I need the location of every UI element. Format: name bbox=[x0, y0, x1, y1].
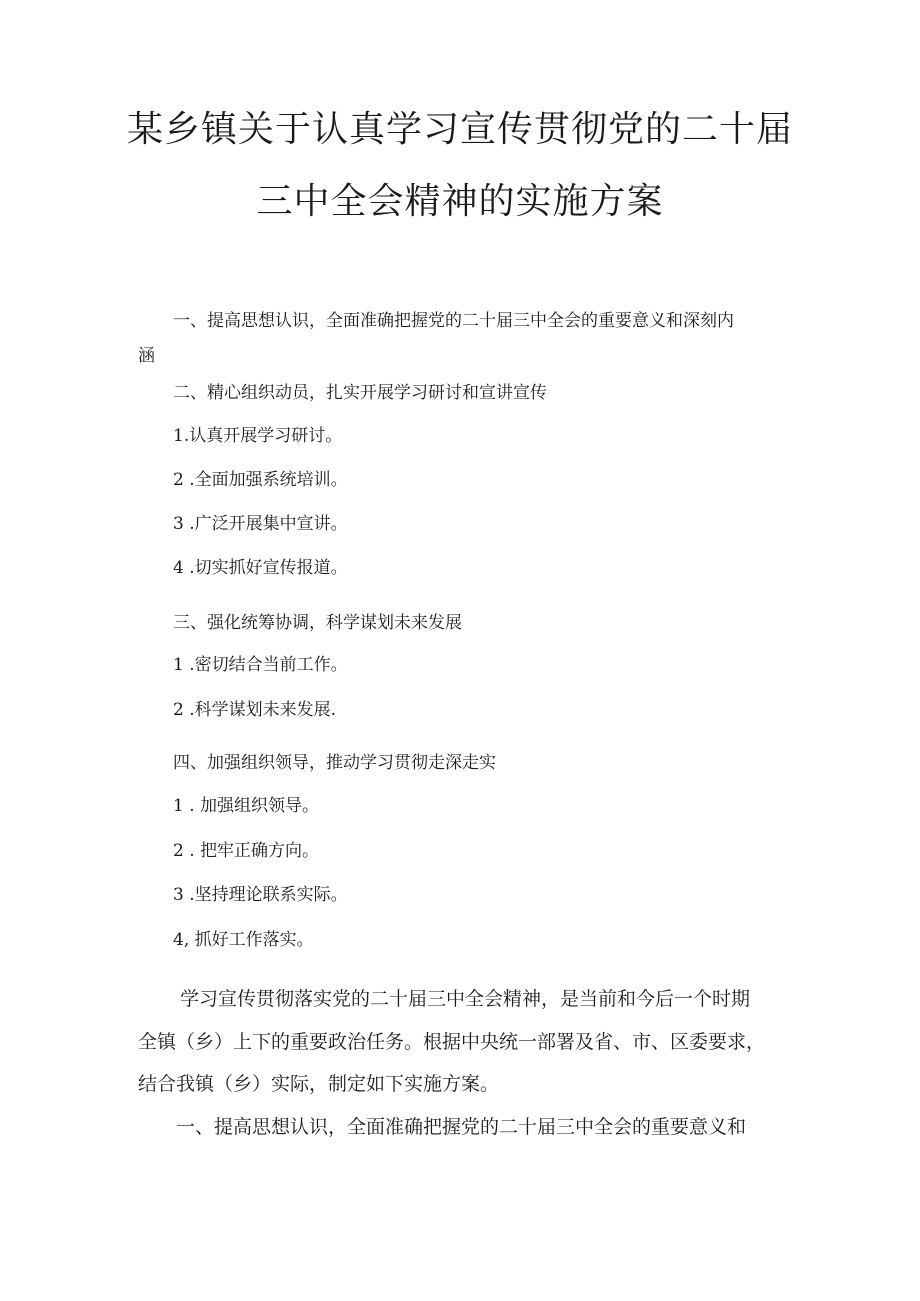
body-paragraph-1-line-2: 全镇（乡）上下的重要政治任务。根据中央统一部署及省、市、区委要求， bbox=[138, 1031, 766, 1053]
toc-section-2-item-1: 1.认真开展学习研讨。 bbox=[173, 426, 343, 446]
toc-section-2-item-4: 4 .切实抓好宣传报道。 bbox=[173, 558, 348, 578]
document-title-line-1: 某乡镇关于认真学习宣传贯彻党的二十届 bbox=[126, 109, 793, 150]
toc-section-4-item-1: 1 . 加强组织领导。 bbox=[173, 796, 320, 816]
body-paragraph-2-line-1: 一、提高思想认识，全面准确把握党的二十届三中全会的重要意义和 bbox=[176, 1116, 747, 1138]
body-paragraph-1-line-1: 学习宣传贯彻落实党的二十届三中全会精神，是当前和今后一个时期 bbox=[180, 988, 751, 1010]
toc-section-4-item-4: 4, 抓好工作落实。 bbox=[173, 930, 314, 950]
body-paragraph-1-line-3: 结合我镇（乡）实际，制定如下实施方案。 bbox=[138, 1073, 500, 1095]
toc-section-1-continued: 涵 bbox=[138, 346, 155, 366]
toc-section-3: 三、强化统筹协调，科学谋划未来发展 bbox=[173, 613, 462, 633]
toc-section-3-item-2: 2 .科学谋划未来发展. bbox=[173, 700, 337, 720]
toc-section-4-item-3: 3 .坚持理论联系实际。 bbox=[173, 885, 348, 905]
toc-section-4-item-2: 2 . 把牢正确方向。 bbox=[173, 841, 320, 861]
toc-section-2-item-3: 3 .广泛开展集中宣讲。 bbox=[173, 514, 348, 534]
toc-section-3-item-1: 1 .密切结合当前工作。 bbox=[173, 655, 348, 675]
toc-section-2: 二、精心组织动员，扎实开展学习研讨和宣讲宣传 bbox=[173, 383, 547, 403]
toc-section-1: 一、提高思想认识，全面准确把握党的二十届三中全会的重要意义和深刻内 bbox=[173, 311, 734, 331]
document-title-line-2: 三中全会精神的实施方案 bbox=[256, 181, 664, 222]
toc-section-2-item-2: 2 .全面加强系统培训。 bbox=[173, 470, 348, 490]
toc-section-4: 四、加强组织领导，推动学习贯彻走深走实 bbox=[173, 753, 496, 773]
